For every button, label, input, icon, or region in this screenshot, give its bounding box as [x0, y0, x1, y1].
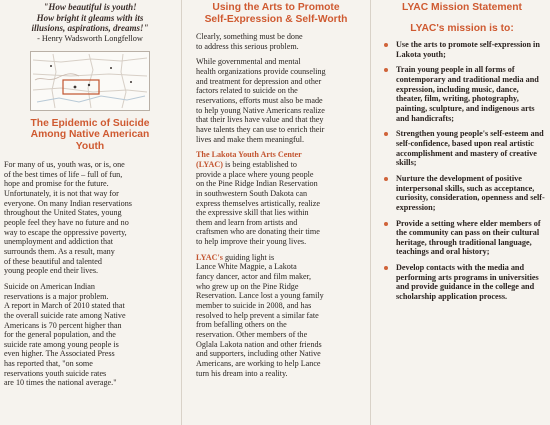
mission-item-text: Nurture the development of positive interpersonal skills, such as acceptance, curiosity, consideration, openness and self-expression; [396, 173, 545, 212]
paragraph-line: of the best times of life – full of fun, [4, 169, 123, 179]
paragraph-line: health organizations provide counseling [196, 66, 326, 76]
paragraph-fragment: guiding light is [222, 252, 275, 262]
paragraph-line: craftsmen who are donating their time [196, 227, 320, 237]
bullet-icon [384, 266, 388, 270]
middle-panel [188, 0, 364, 378]
paragraph-fragment: is being established to [222, 159, 297, 169]
mission-item [378, 65, 546, 123]
bullet-icon [384, 177, 388, 181]
paragraph-line: hope and promise for the future. [4, 179, 109, 189]
mission-heading: LYAC Mission Statement [402, 2, 522, 13]
paragraph-line: reservations youth suicide rates [4, 368, 107, 378]
bullet-icon [384, 43, 388, 47]
paragraph-line: For many of us, youth was, or is, one [4, 160, 125, 169]
paragraph-line: Suicide on American Indian [4, 281, 95, 291]
quote-line-3: illusions, aspirations, dreams!" [31, 23, 149, 33]
lyac-possessive: LYAC's [196, 252, 223, 262]
mission-item [378, 129, 546, 168]
paragraph-line: Reservation. Lance lost a young family [196, 291, 324, 301]
youth-paragraph [4, 160, 176, 276]
paragraph-line: Oglala Lakota nation and other friends [196, 339, 322, 349]
mission-list [378, 40, 546, 302]
suicide-rate-paragraph [4, 282, 176, 388]
paragraph-line: factors related to suicide on the [196, 86, 298, 96]
epidemic-heading-line-3: Youth [75, 140, 105, 152]
paragraph-line: resolved to help prevent a similar fate [196, 310, 319, 320]
fold-line-right [370, 0, 371, 425]
quote-author: - Henry Wadsworth Longfellow [37, 33, 143, 43]
left-panel [4, 0, 176, 388]
paragraph-line: Unfortunately, it is not that way for [4, 188, 119, 198]
paragraph-line: have talents they can use to enrich their [196, 124, 325, 134]
paragraph-line: While governmental and mental [196, 57, 301, 67]
epidemic-heading-line-2: Among Native American [30, 129, 150, 140]
paragraph-line [196, 253, 364, 263]
paragraph-line: reservations is a major problem. [4, 291, 109, 301]
bullet-icon [384, 68, 388, 72]
mission-item-text: Develop contacts with the media and performing arts programs in universities and provide guidance in the college and scholarship application process. [396, 263, 539, 302]
right-panel [378, 0, 546, 308]
paragraph-line: has reported that, "on some [4, 359, 93, 369]
paragraph-line: provide a place where young people [196, 169, 314, 179]
arts-heading-line-1: Using the Arts to Promote [212, 2, 340, 13]
paragraph-line: reservation. Other members of the [196, 330, 308, 340]
mission-item-text: Strengthen young people's self-esteem and self-confidence, based upon real artistic accomplishment and mastery of creative skills; [396, 129, 544, 168]
mission-item [378, 263, 546, 302]
bullet-icon [384, 132, 388, 136]
mission-item [378, 174, 546, 213]
paragraph-line: to help young Native Americans realize [196, 105, 325, 115]
paragraph-line: them and learn from artists and [196, 217, 298, 227]
paragraph-line: reservations, efforts must also be made [196, 95, 323, 105]
paragraph-line: lives and make them meaningful. [196, 134, 305, 144]
epidemic-heading-line-1: The Epidemic of Suicide [30, 117, 150, 129]
clearly-paragraph [192, 32, 364, 51]
arts-heading [188, 2, 364, 25]
paragraph-line: young people end their lives. [4, 266, 99, 276]
arts-heading-line-2: Self-Expression & Self-Worth [204, 13, 348, 25]
paragraph-line: A report in March of 2010 stated that [4, 301, 125, 311]
mission-item-text: Provide a setting where elder members of the community can pass on their cultural heritage, through traditional language, teachings and oral history; [396, 218, 541, 257]
paragraph-line: the expressive skill that lies within [196, 208, 309, 218]
paragraph-line: the overall suicide rate among Native [4, 310, 126, 320]
paragraph-line: unemployment and addiction that [4, 237, 113, 247]
south-dakota-map [30, 51, 150, 111]
paragraph-line: and treatment for depression and other [196, 76, 322, 86]
paragraph-line: of these beautiful and talented [4, 256, 102, 266]
mission-item-text: Train young people in all forms of contemporary and traditional media and expression, including music, dance, theater, film, writing, photography, painting, sculpture, and indigenous arts and handicrafts; [396, 65, 539, 123]
paragraph-line: to help improve their young lives. [196, 237, 307, 247]
paragraph-line: that their lives have value and that they [196, 115, 324, 125]
map-graphic [31, 52, 149, 110]
paragraph-line: in southwestern South Dakota can [196, 188, 308, 198]
governmental-paragraph [192, 57, 364, 144]
paragraph-line: fancy dancer, actor and film maker, [196, 272, 312, 282]
longfellow-quote [4, 2, 176, 34]
lyac-abbrev: (LYAC) [196, 159, 223, 169]
mission-item-text: Use the arts to promote self-expression in Lakota youth; [396, 40, 540, 59]
paragraph-line: suicide rate among young people is [4, 339, 119, 349]
guiding-light-paragraph [192, 253, 364, 379]
fold-line-left [181, 0, 182, 425]
paragraph-line: surrounds them. As a result, many [4, 246, 115, 256]
paragraph-line: even higher. The Associated Press [4, 349, 115, 359]
paragraph-line: everyone. On many Indian reservations [4, 198, 132, 208]
paragraph-line: Americans is 70 percent higher than [4, 320, 122, 330]
org-name: The Lakota Youth Arts Center [196, 150, 302, 160]
paragraph-line: to address this serious problem. [196, 41, 299, 51]
paragraph-line: throughout the United States, young [4, 208, 122, 218]
epidemic-heading [4, 118, 176, 153]
paragraph-line: Americans, are working to help Lance [196, 359, 321, 368]
paragraph-line: for the general population, and the [4, 330, 116, 340]
quote-line-2: How bright it gleams with its [36, 12, 144, 23]
paragraph-line: are 10 times the national average." [4, 378, 117, 388]
quote-line-1: "How beautiful is youth! [43, 2, 137, 12]
mission-subheading: LYAC's mission is to: [410, 22, 514, 34]
paragraph-line: people feel they have no future and no [4, 217, 129, 227]
paragraph-line [196, 160, 364, 170]
mission-item [378, 40, 546, 59]
paragraph-line: turn his dream into a reality. [196, 368, 288, 378]
paragraph-line: Clearly, something must be done [196, 32, 303, 41]
mission-item [378, 219, 546, 258]
paragraph-line: member to suicide in 2008, and has [196, 301, 312, 311]
lyac-paragraph [192, 150, 364, 247]
paragraph-line: and supporters, including other Native [196, 349, 321, 359]
paragraph-line: way to escape the oppressive poverty, [4, 227, 127, 237]
paragraph-line: express themselves artistically, realize [196, 198, 321, 208]
paragraph-line: from befalling others on the [196, 320, 287, 330]
paragraph-line: on the Pine Ridge Indian Reservation [196, 179, 318, 189]
paragraph-line: who grew up on the Pine Ridge [196, 281, 299, 291]
paragraph-line: Lance White Magpie, a Lakota [196, 262, 297, 272]
bullet-icon [384, 222, 388, 226]
